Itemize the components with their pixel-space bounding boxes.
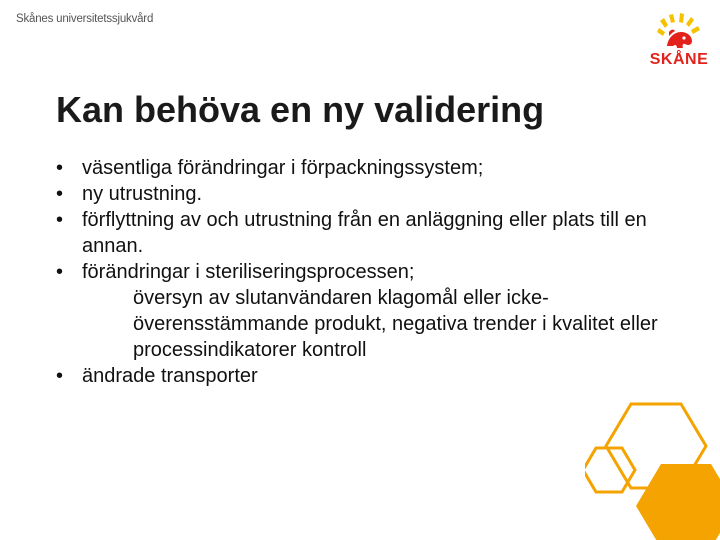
bullet-text: ny utrustning. (82, 183, 203, 205)
bullet-text: förändringar i steriliseringsprocessen; (82, 261, 415, 283)
bullet-list (56, 155, 676, 389)
region-skane-logo-icon (655, 10, 703, 54)
bullet-item (56, 259, 676, 285)
slide-title: Kan behöva en ny validering (56, 89, 545, 130)
bullet-item (56, 207, 676, 259)
bullet-item (56, 155, 676, 181)
logo-text: SKÅNE (649, 51, 709, 68)
sub-bullet-text: översyn av slutanvändaren klagomål eller icke-överensstämmande produkt, negativa trender i kvalitet eller processindikatorer kontroll (133, 287, 658, 361)
bullet-text: förflyttning av och utrustning från en anläggning eller plats till en annan. (82, 209, 647, 257)
bullet-item (56, 363, 676, 389)
bullet-text: ändrade transporter (82, 365, 258, 387)
sub-bullet-item (56, 285, 676, 363)
bullet-item (56, 181, 676, 207)
organization-name: Skånes universitetssjukvård (16, 13, 154, 25)
bullet-text: väsentliga förändringar i förpackningssystem; (82, 157, 484, 179)
hexagon-decoration (585, 402, 720, 540)
hexagon-filled (636, 464, 720, 540)
region-skane-logo (645, 10, 713, 72)
